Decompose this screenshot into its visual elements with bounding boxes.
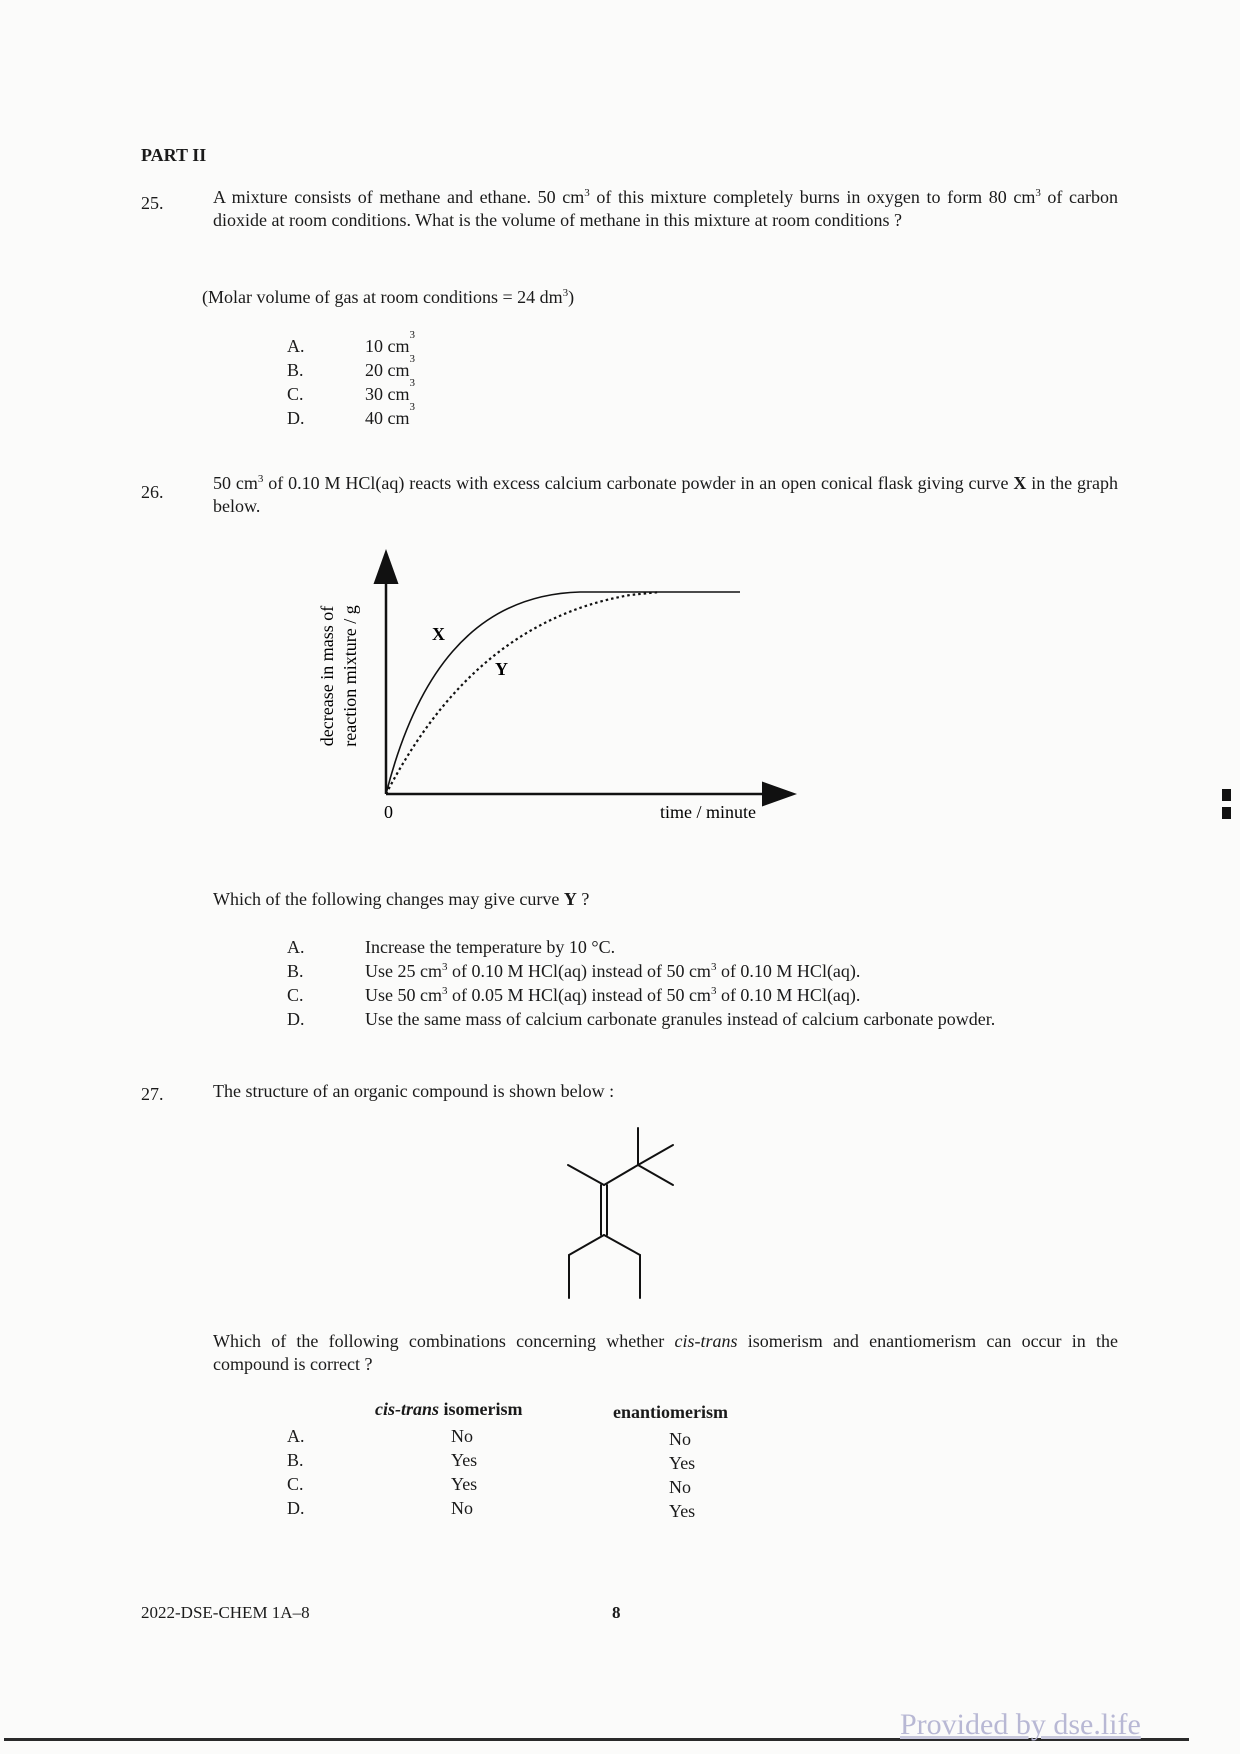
q27-text: The structure of an organic compound is shown below :	[213, 1081, 615, 1101]
x-axis-label: time / minute	[660, 802, 756, 822]
q27-b-cis-trans: Yes	[451, 1450, 478, 1470]
curve-y-label: Y	[495, 659, 508, 679]
col-header-cis-trans: cis-trans isomerism	[375, 1399, 523, 1419]
rate-graph	[300, 540, 820, 830]
q26-option-c: C. Use 50 $cm^3$ of 0.05 M HCl(aq) instead of 50 $cm^3$ of 0.10 M HCl(aq).	[287, 985, 861, 1005]
q27-c-cis-trans: Yes	[451, 1474, 478, 1494]
curve-x	[386, 592, 740, 794]
q27-b-enantiomerism: Yes	[669, 1453, 696, 1473]
q26-option-d: D. Use the same mass of calcium carbonate granules instead of calcium carbonate powder.	[287, 1009, 996, 1029]
q27-a-cis-trans: No	[451, 1426, 473, 1446]
page-number: 8	[612, 1603, 621, 1622]
curve-x-label: X	[432, 624, 445, 644]
q27-d-enantiomerism: Yes	[669, 1501, 696, 1521]
q27-c-enantiomerism: No	[669, 1477, 691, 1497]
q27-question: Which of the following combinations concerning whether cis-trans isomerism and enantiomerism can occur in the compound is correct ?	[213, 1331, 1118, 1375]
y-axis-label-line2: reaction mixture / g	[340, 605, 360, 747]
watermark-link[interactable]: Provided by dse.life	[900, 1708, 1141, 1741]
q26-number: 26.	[141, 482, 164, 502]
q27-letter-a: A.	[287, 1426, 305, 1446]
footer-code: 2022-DSE-CHEM 1A–8	[141, 1603, 310, 1622]
origin-label: 0	[384, 802, 393, 822]
organic-structure	[555, 1120, 695, 1305]
q27-letter-d: D.	[287, 1498, 305, 1518]
q27-number: 27.	[141, 1084, 164, 1104]
q25-note: (Molar volume of gas at room conditions = 24 $dm^3$)	[202, 287, 575, 307]
part-title: PART II	[141, 145, 207, 165]
q26-text: 50 $cm^3$ of 0.10 M HCl(aq) reacts with excess calcium carbonate powder in an open conical flask giving curve X in the graph below.	[213, 473, 1118, 517]
q27-a-enantiomerism: No	[669, 1429, 691, 1449]
q27-letter-c: C.	[287, 1474, 304, 1494]
curve-y	[386, 592, 660, 794]
q26-option-a: A. Increase the temperature by 10 °C.	[287, 937, 616, 957]
side-mark-icon	[1222, 789, 1231, 801]
q25-text: A mixture consists of methane and ethane. 50 $cm^3$ of this mixture completely burns in oxygen to form 80 $cm^3$ of carbon dioxide at room conditions. What is the volume of methane in this mixture at room conditions ?	[213, 187, 1119, 231]
side-mark-icon	[1222, 807, 1231, 819]
q25-option-a: A. 10 cm 3	[287, 329, 415, 356]
q25-option-d: D. 40 cm 3	[287, 401, 415, 428]
q26-question: Which of the following changes may give curve Y ?	[213, 889, 590, 909]
q25-option-c: C. 30 cm 3	[287, 377, 415, 404]
q25-number: 25.	[141, 193, 164, 213]
col-header-enantiomerism: enantiomerism	[613, 1402, 728, 1422]
q27-letter-b: B.	[287, 1450, 304, 1470]
y-axis-label-line1: decrease in mass of	[317, 605, 337, 747]
q25-option-b: B. 20 cm 3	[287, 353, 415, 380]
q26-option-b: B. Use 25 $cm^3$ of 0.10 M HCl(aq) instead of 50 $cm^3$ of 0.10 M HCl(aq).	[287, 961, 861, 981]
q27-d-cis-trans: No	[451, 1498, 473, 1518]
